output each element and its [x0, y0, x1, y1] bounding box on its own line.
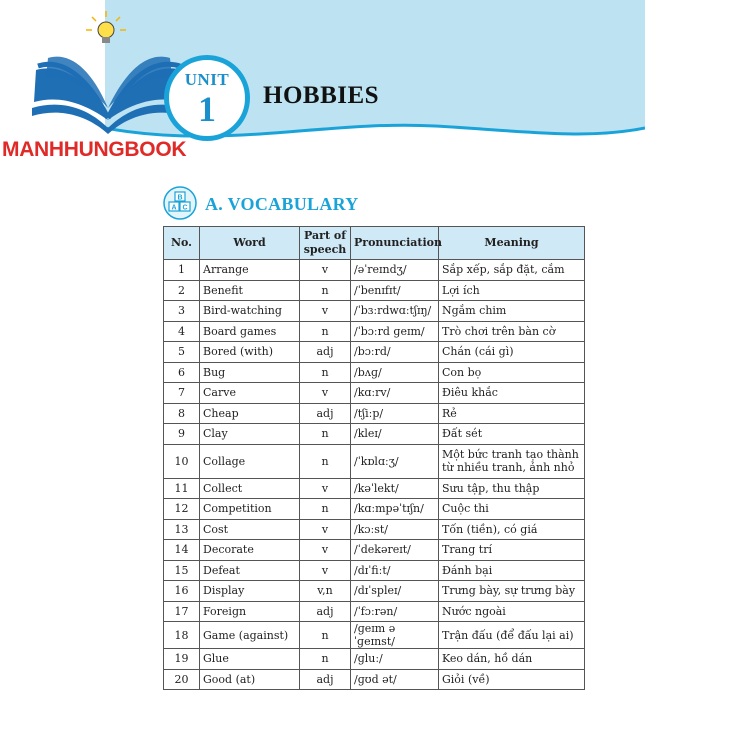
cell-meaning: Ngắm chim: [439, 301, 585, 322]
cell-no: 20: [164, 669, 200, 690]
cell-pos: v: [300, 301, 351, 322]
cell-pronunciation: /ˈbenɪfɪt/: [351, 280, 439, 301]
cell-word: Foreign: [200, 601, 300, 622]
table-header-row: [164, 227, 585, 260]
table-row: [164, 403, 585, 424]
cell-pos: adj: [300, 669, 351, 690]
cell-word: Good (at): [200, 669, 300, 690]
cell-word: Glue: [200, 649, 300, 670]
vocabulary-table: [163, 226, 585, 690]
table-row: [164, 478, 585, 499]
cell-meaning: Lợi ích: [439, 280, 585, 301]
cell-no: 7: [164, 383, 200, 404]
cell-pos: adj: [300, 601, 351, 622]
svg-text:A: A: [171, 204, 177, 212]
cell-meaning: Cuộc thi: [439, 499, 585, 520]
cell-meaning: Chán (cái gì): [439, 342, 585, 363]
cell-meaning: Con bọ: [439, 362, 585, 383]
cell-pronunciation: /ɡluː/: [351, 649, 439, 670]
cell-pronunciation: /kɔːst/: [351, 519, 439, 540]
cell-word: Benefit: [200, 280, 300, 301]
cell-pronunciation: /dɪˈspleɪ/: [351, 581, 439, 602]
cell-pos: adj: [300, 403, 351, 424]
cell-meaning: Nước ngoài: [439, 601, 585, 622]
cell-pronunciation: /bɔːrd/: [351, 342, 439, 363]
table-row: [164, 601, 585, 622]
table-row: [164, 321, 585, 342]
table-row: [164, 581, 585, 602]
brand-part-2: BOOK: [124, 138, 187, 161]
unit-title: HOBBIES: [263, 82, 380, 109]
cell-pos: n: [300, 499, 351, 520]
cell-word: Bug: [200, 362, 300, 383]
table-row: [164, 260, 585, 281]
table-row: [164, 669, 585, 690]
cell-pronunciation: /əˈreɪndʒ/: [351, 260, 439, 281]
cell-pronunciation: /ɡʊd ət/: [351, 669, 439, 690]
cell-word: Arrange: [200, 260, 300, 281]
cell-pronunciation: /kəˈlekt/: [351, 478, 439, 499]
cell-no: 15: [164, 560, 200, 581]
cell-no: 1: [164, 260, 200, 281]
cell-word: Bored (with): [200, 342, 300, 363]
table-row: [164, 424, 585, 445]
cell-meaning: Sắp xếp, sắp đặt, cắm: [439, 260, 585, 281]
cell-word: Collage: [200, 444, 300, 478]
cell-meaning: Trận đấu (để đấu lại ai): [439, 622, 585, 649]
cell-pronunciation: /ɡeɪm əˈɡeɪnst/: [351, 622, 439, 649]
header-pronunciation: Pronunciation: [351, 227, 439, 260]
table-row: [164, 362, 585, 383]
cell-word: Clay: [200, 424, 300, 445]
cell-no: 10: [164, 444, 200, 478]
cell-word: Game (against): [200, 622, 300, 649]
cell-meaning: Đất sét: [439, 424, 585, 445]
cell-pos: v: [300, 478, 351, 499]
cell-no: 3: [164, 301, 200, 322]
cell-pronunciation: /ˈfɔːrən/: [351, 601, 439, 622]
cell-word: Bird-watching: [200, 301, 300, 322]
header-pos: Part of speech: [300, 227, 351, 260]
table-row: [164, 280, 585, 301]
cell-pos: v: [300, 560, 351, 581]
cell-pronunciation: /kɑːmpəˈtɪʃn/: [351, 499, 439, 520]
svg-text:C: C: [182, 204, 188, 212]
section-title: A. VOCABULARY: [205, 194, 359, 214]
table-row: [164, 540, 585, 561]
cell-meaning: Đánh bại: [439, 560, 585, 581]
table-row: [164, 519, 585, 540]
cell-no: 14: [164, 540, 200, 561]
svg-text:B: B: [177, 194, 183, 202]
cell-word: Cost: [200, 519, 300, 540]
table-row: [164, 301, 585, 322]
table-body: [164, 260, 585, 690]
cell-meaning: Trưng bày, sự trưng bày: [439, 581, 585, 602]
cell-no: 6: [164, 362, 200, 383]
cell-meaning: Trò chơi trên bàn cờ: [439, 321, 585, 342]
cell-no: 2: [164, 280, 200, 301]
cell-no: 12: [164, 499, 200, 520]
cell-word: Board games: [200, 321, 300, 342]
cell-word: Display: [200, 581, 300, 602]
cell-no: 4: [164, 321, 200, 342]
table-row: [164, 560, 585, 581]
table-row: [164, 444, 585, 478]
cell-no: 19: [164, 649, 200, 670]
cell-pos: v: [300, 260, 351, 281]
cell-pronunciation: /ˈbɜːrdwɑːtʃɪŋ/: [351, 301, 439, 322]
table-row: [164, 499, 585, 520]
brand-part-1: MANHHUNG: [2, 138, 125, 161]
cell-pronunciation: /ˈbɔːrd ɡeɪm/: [351, 321, 439, 342]
cell-no: 16: [164, 581, 200, 602]
cell-no: 5: [164, 342, 200, 363]
table-row: [164, 383, 585, 404]
cell-word: Cheap: [200, 403, 300, 424]
header-word: Word: [200, 227, 300, 260]
cell-pronunciation: /kleɪ/: [351, 424, 439, 445]
abc-blocks-icon: [163, 186, 197, 220]
cell-word: Competition: [200, 499, 300, 520]
header-meaning: Meaning: [439, 227, 585, 260]
cell-no: 17: [164, 601, 200, 622]
cell-pos: n: [300, 362, 351, 383]
cell-pos: n: [300, 649, 351, 670]
cell-meaning: Tốn (tiền), có giá: [439, 519, 585, 540]
unit-number: 1: [198, 89, 216, 129]
table-row: [164, 342, 585, 363]
cell-meaning: Giỏi (về): [439, 669, 585, 690]
cell-pronunciation: /kɑːrv/: [351, 383, 439, 404]
cell-pronunciation: /tʃiːp/: [351, 403, 439, 424]
cell-meaning: Keo dán, hồ dán: [439, 649, 585, 670]
cell-meaning: Điêu khắc: [439, 383, 585, 404]
cell-meaning: Một bức tranh tạo thành từ nhiều tranh, ảnh nhỏ: [439, 444, 585, 478]
unit-label: UNIT: [184, 70, 230, 89]
cell-no: 13: [164, 519, 200, 540]
header-no: No.: [164, 227, 200, 260]
table-row: [164, 649, 585, 670]
cell-no: 11: [164, 478, 200, 499]
cell-pos: n: [300, 424, 351, 445]
cell-pronunciation: /ˈdekəreɪt/: [351, 540, 439, 561]
cell-meaning: Sưu tập, thu thập: [439, 478, 585, 499]
brand-name: [2, 138, 186, 162]
cell-pos: v,n: [300, 581, 351, 602]
cell-pos: v: [300, 540, 351, 561]
cell-meaning: Trang trí: [439, 540, 585, 561]
cell-pronunciation: /bʌɡ/: [351, 362, 439, 383]
cell-pos: adj: [300, 342, 351, 363]
cell-meaning: Rẻ: [439, 403, 585, 424]
cell-pos: n: [300, 622, 351, 649]
cell-pos: v: [300, 383, 351, 404]
cell-word: Defeat: [200, 560, 300, 581]
cell-word: Decorate: [200, 540, 300, 561]
cell-pos: v: [300, 519, 351, 540]
cell-no: 9: [164, 424, 200, 445]
cell-pos: n: [300, 321, 351, 342]
table-row: [164, 622, 585, 649]
cell-pronunciation: /ˈkɒlɑːʒ/: [351, 444, 439, 478]
cell-pos: n: [300, 444, 351, 478]
cell-no: 18: [164, 622, 200, 649]
cell-pos: n: [300, 280, 351, 301]
cell-word: Carve: [200, 383, 300, 404]
cell-pronunciation: /dɪˈfiːt/: [351, 560, 439, 581]
cell-no: 8: [164, 403, 200, 424]
cell-word: Collect: [200, 478, 300, 499]
